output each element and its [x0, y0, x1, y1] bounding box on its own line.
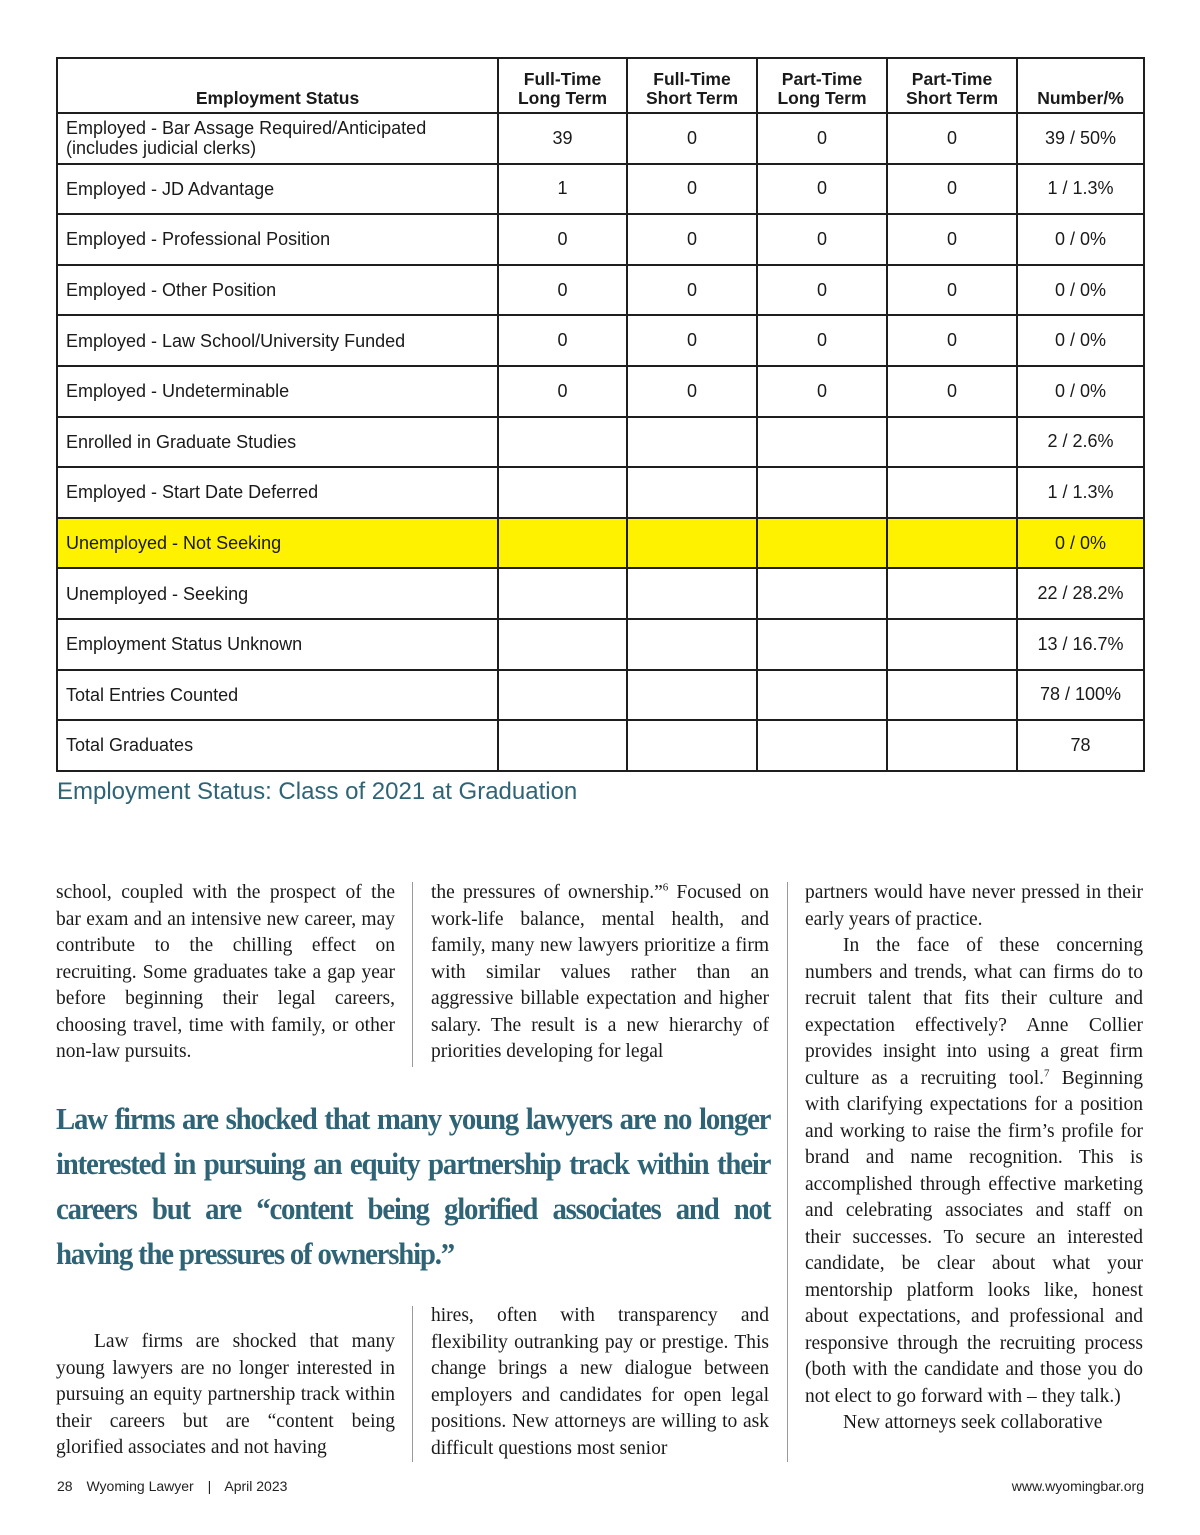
ftst-cell — [627, 670, 757, 721]
number-cell: 0 / 0% — [1017, 315, 1144, 366]
employment-status-table — [56, 57, 1145, 772]
table-row — [57, 568, 1144, 619]
ftlt-cell: 39 — [498, 113, 627, 164]
header-number-percent: Number/% — [1017, 58, 1144, 113]
ftst-cell: 0 — [627, 315, 757, 366]
pull-quote: Law firms are shocked that many young lawyers are no longer interested in pursuing an equity partnership track within their careers but are “content being glorified associates and not having the pressures of ownership.” — [56, 1101, 771, 1271]
ftlt-cell: 0 — [498, 265, 627, 316]
ptst-cell: 0 — [887, 265, 1017, 316]
ftlt-cell: 1 — [498, 164, 627, 215]
number-cell: 22 / 28.2% — [1017, 568, 1144, 619]
footer-separator: | — [207, 1478, 212, 1494]
column-divider — [412, 1306, 413, 1462]
ftst-cell: 0 — [627, 113, 757, 164]
table-row — [57, 315, 1144, 366]
ftlt-cell — [498, 720, 627, 771]
ftst-cell — [627, 619, 757, 670]
ptst-cell — [887, 417, 1017, 468]
ptst-cell — [887, 670, 1017, 721]
paragraph: Law firms are shocked that many young lawyers are no longer interested in pursuing an equity partnership track within their careers but are “content being glorified associates and not having — [56, 1331, 395, 1458]
header-employment-status: Employment Status — [57, 58, 498, 113]
ptst-cell: 0 — [887, 113, 1017, 164]
ptlt-cell — [757, 467, 887, 518]
ptst-cell: 0 — [887, 366, 1017, 417]
status-cell: Employed - JD Advantage — [57, 164, 498, 215]
ptst-cell: 0 — [887, 164, 1017, 215]
ftlt-cell: 0 — [498, 214, 627, 265]
status-cell: Employed - Bar Assage Required/Anticipated (includes judicial clerks) — [57, 113, 498, 164]
ftst-cell — [627, 720, 757, 771]
number-cell: 39 / 50% — [1017, 113, 1144, 164]
paragraph: school, coupled with the prospect of the bar exam and an intensive new career, may contribute to the chilling effect on recruiting. Some graduates take a gap year before beginning their legal careers, choosing travel, time with family, or other non-law pursuits. — [56, 882, 395, 1062]
header-part-time-long-term: Part-Time Long Term — [757, 58, 887, 113]
ptlt-cell: 0 — [757, 366, 887, 417]
ftst-cell: 0 — [627, 265, 757, 316]
status-cell: Total Graduates — [57, 720, 498, 771]
paragraph: the pressures of ownership.”$^6$ Focused on work-life balance, mental health, and family, many new lawyers prioritize a firm with similar values rather than an aggressive billable expectation and higher salary. The result is a new hierarchy of priorities developing for legal — [431, 881, 769, 1062]
number-cell: 0 / 0% — [1017, 265, 1144, 316]
table-row — [57, 467, 1144, 518]
ptlt-cell — [757, 720, 887, 771]
number-cell: 2 / 2.6% — [1017, 417, 1144, 468]
status-cell: Employment Status Unknown — [57, 619, 498, 670]
table-row — [57, 265, 1144, 316]
ptlt-cell — [757, 417, 887, 468]
status-cell: Employed - Other Position — [57, 265, 498, 316]
publication-name: Wyoming Lawyer — [86, 1478, 194, 1494]
page-number: 28 — [57, 1478, 73, 1494]
number-cell: 78 — [1017, 720, 1144, 771]
ftlt-cell — [498, 568, 627, 619]
column-divider — [412, 882, 413, 1067]
header-full-time-long-term: Full-Time Long Term — [498, 58, 627, 113]
table-row — [57, 619, 1144, 670]
ptlt-cell: 0 — [757, 214, 887, 265]
ftst-cell — [627, 467, 757, 518]
ptst-cell — [887, 467, 1017, 518]
column-1-top — [56, 880, 395, 1066]
paragraph: In the face of these concerning numbers and trends, what can firms do to recruit talent that fits their culture and expectation effectively? Anne Collier provides insight into using a great firm culture as a recruiting tool.$^7$ Beginning with clarifying expectations for a position and working to raise the firm’s profile for brand and name recognition. This is accomplished through effective marketing and celebrating associates and staff on their successes. To secure an interested candidate, be clear about what your mentorship platform looks like, honest about expectations, and professional and responsive through the recruiting process (both with the candidate and those you do not elect to go forward with – they talk.) — [805, 935, 1143, 1407]
status-cell: Unemployed - Not Seeking — [57, 518, 498, 569]
status-cell: Employed - Start Date Deferred — [57, 467, 498, 518]
ftlt-cell — [498, 619, 627, 670]
header-part-time-short-term: Part-Time Short Term — [887, 58, 1017, 113]
ptst-cell — [887, 518, 1017, 569]
ftlt-cell: 0 — [498, 315, 627, 366]
ptlt-cell — [757, 568, 887, 619]
column-1-bottom — [56, 1329, 395, 1462]
table-row — [57, 720, 1144, 771]
column-3 — [805, 880, 1143, 1437]
column-divider — [787, 882, 788, 1462]
number-cell: 1 / 1.3% — [1017, 164, 1144, 215]
footnote-ref: 7 — [1044, 1067, 1050, 1079]
table-caption: Employment Status: Class of 2021 at Graduation — [57, 778, 578, 805]
status-cell: Employed - Undeterminable — [57, 366, 498, 417]
ftlt-cell — [498, 417, 627, 468]
table-row — [57, 164, 1144, 215]
number-cell: 0 / 0% — [1017, 518, 1144, 569]
ptlt-cell: 0 — [757, 315, 887, 366]
ptlt-cell — [757, 670, 887, 721]
ftst-cell — [627, 417, 757, 468]
ftlt-cell — [498, 518, 627, 569]
number-cell: 78 / 100% — [1017, 670, 1144, 721]
table-row — [57, 417, 1144, 468]
ptst-cell — [887, 619, 1017, 670]
table-row — [57, 214, 1144, 265]
ptlt-cell — [757, 619, 887, 670]
ptlt-cell: 0 — [757, 113, 887, 164]
number-cell: 0 / 0% — [1017, 214, 1144, 265]
ftst-cell: 0 — [627, 214, 757, 265]
number-cell: 13 / 16.7% — [1017, 619, 1144, 670]
ftst-cell: 0 — [627, 164, 757, 215]
ftlt-cell: 0 — [498, 366, 627, 417]
number-cell: 0 / 0% — [1017, 366, 1144, 417]
table-row — [57, 366, 1144, 417]
ptst-cell — [887, 568, 1017, 619]
status-cell: Employed - Law School/University Funded — [57, 315, 498, 366]
status-cell: Employed - Professional Position — [57, 214, 498, 265]
footer-url: www.wyomingbar.org — [1011, 1478, 1144, 1494]
ftst-cell — [627, 518, 757, 569]
table-row — [57, 670, 1144, 721]
ptlt-cell: 0 — [757, 164, 887, 215]
paragraph: New attorneys seek collaborative — [843, 1412, 1103, 1433]
ptlt-cell — [757, 518, 887, 569]
paragraph: partners would have never pressed in their early years of practice. — [805, 882, 1143, 930]
header-full-time-short-term: Full-Time Short Term — [627, 58, 757, 113]
column-2-bottom — [431, 1303, 769, 1462]
ftst-cell — [627, 568, 757, 619]
table-row — [57, 113, 1144, 164]
paragraph: hires, often with transparency and flexibility outranking pay or prestige. This change brings a new dialogue between employers and candidates for open legal positions. New attorneys are willing to ask difficult questions most senior — [431, 1305, 769, 1459]
ptst-cell — [887, 720, 1017, 771]
number-cell: 1 / 1.3% — [1017, 467, 1144, 518]
ptlt-cell: 0 — [757, 265, 887, 316]
ptst-cell: 0 — [887, 214, 1017, 265]
footnote-ref: 6 — [662, 881, 669, 894]
ftlt-cell — [498, 467, 627, 518]
issue-date: April 2023 — [224, 1478, 288, 1494]
ftlt-cell — [498, 670, 627, 721]
footer-left — [57, 1478, 297, 1494]
table-header-row — [57, 58, 1144, 113]
column-2-top — [431, 880, 769, 1066]
status-cell: Unemployed - Seeking — [57, 568, 498, 619]
status-cell: Total Entries Counted — [57, 670, 498, 721]
ptst-cell: 0 — [887, 315, 1017, 366]
table-row-highlighted — [57, 518, 1144, 569]
ftst-cell: 0 — [627, 366, 757, 417]
status-cell: Enrolled in Graduate Studies — [57, 417, 498, 468]
